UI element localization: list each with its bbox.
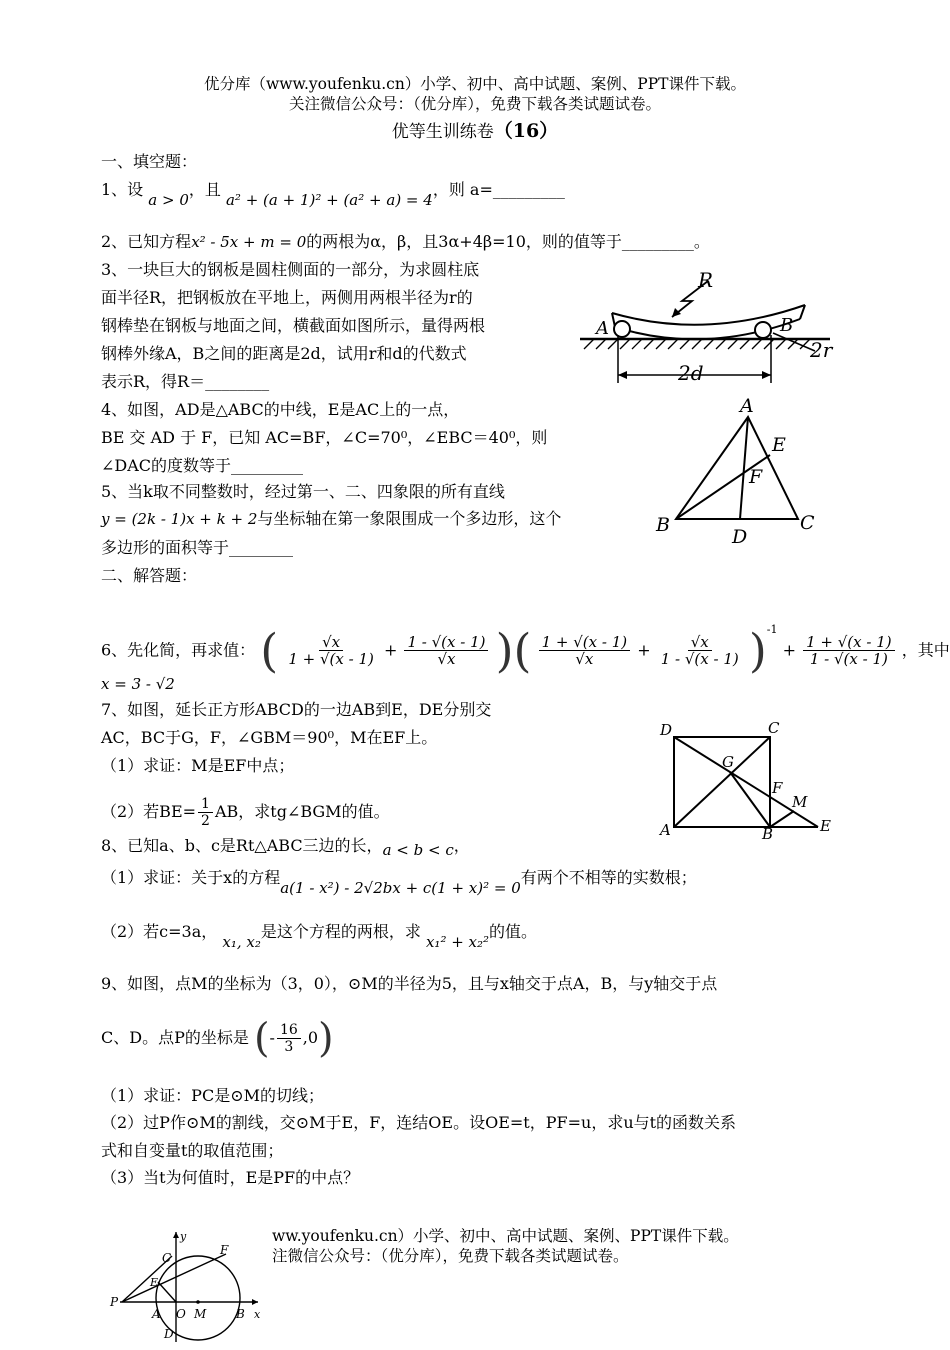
q5-line-2: y = (2k - 1)x + k + 2与坐标轴在第一象限围成一个多边形，这个 — [101, 509, 562, 528]
label-E: E — [150, 1276, 159, 1289]
q4-line-2: BE 交 AD 于 F，已知 AC=BF，∠C=70⁰，∠EBC＝40⁰，则 — [101, 428, 548, 447]
q5-equation: y = (2k - 1)x + k + 2 — [101, 510, 258, 528]
q6-term-3: $\frac{1 + √(x - 1)}{√x}$ — [539, 634, 631, 667]
q7-line-2: AC，BC于G，F，∠GBM＝90⁰，M在EF上。 — [101, 728, 438, 747]
q3-line-5: 表示R，得R＝________ — [101, 372, 270, 391]
label-A: A — [660, 821, 671, 839]
q6-term-1: $\frac{√x}{1 + √(x - 1)}$ — [288, 633, 374, 668]
label-B: B — [762, 825, 774, 840]
rod-right — [755, 322, 771, 338]
q3-line-3: 钢棒垫在钢板与地面之间，横截面如图所示，量得两根 — [101, 316, 486, 335]
label-A: A — [596, 318, 609, 339]
question-6: 6、先化简，再求值： ( $\frac{√x}{1 + √(x - 1)}$ + $\frac{1 - √(x - 1)}{√x}$ )( $\frac{1 + √(x - 1)}{√x}$ + $\frac{√x}{1 - √(x - 1)}$ )$^{-1}$ + $\frac{1 + √(x - 1)}{1 - √(x - 1)}$ ，其中 — [101, 623, 950, 678]
q3-line-1: 3、一块巨大的钢板是圆柱侧面的一部分，为求圆柱底 — [101, 260, 480, 279]
q9-line-1: 9、如图，点M的坐标为（3，0），⊙M的半径为5，且与x轴交于点A，B，与y轴交于点 — [101, 974, 718, 993]
secant-pf — [122, 1254, 226, 1302]
segment-bg — [730, 772, 770, 827]
q6-term-4: $\frac{√x}{1 - √(x - 1)}$ — [660, 633, 739, 668]
footer-line-2: 注微信公众号：（优分库），免费下载各类试题试卷。 — [272, 1247, 629, 1265]
label-D: D — [732, 526, 748, 547]
label-D: D — [164, 1327, 174, 1341]
q4-line-3: ∠DAC的度数等于_________ — [101, 456, 304, 475]
label-A: A — [740, 395, 754, 417]
label-F: F — [772, 779, 783, 797]
label-E: E — [772, 434, 786, 456]
label-A: A — [152, 1307, 161, 1321]
label-M: M — [194, 1307, 207, 1321]
page-title: 优等生训练卷（16） — [391, 120, 559, 142]
label-G: G — [722, 753, 734, 771]
segment-bm — [770, 811, 794, 827]
q9-part-2a: （2）过P作⊙M的割线，交⊙M于E，F，连结OE。设OE=t，PF=u，求u与t的函数关系 — [101, 1113, 737, 1132]
triangle-abc — [676, 417, 798, 519]
label-D: D — [660, 721, 673, 739]
label-P: P — [110, 1295, 119, 1309]
label-y: y — [180, 1230, 187, 1243]
q1-equation: a² + (a + 1)² + (a² + a) = 4 — [225, 191, 433, 209]
segment-oe — [158, 1282, 176, 1302]
q8-equation: a(1 - x²) - 2√2bx + c(1 + x)² = 0 — [280, 879, 521, 897]
question-1: 1、设 a > 0，且 a² + (a + 1)² + (a² + a) = 4，则 a=_________ — [101, 180, 565, 209]
label-C: C — [162, 1251, 172, 1265]
label-x: x — [254, 1308, 261, 1321]
q9-figure — [108, 1228, 268, 1346]
q6-term-2: $\frac{1 - √(x - 1)}{√x}$ — [404, 634, 488, 667]
q7-line-1: 7、如图，延长正方形ABCD的一边AB到E，DE分别交 — [101, 700, 492, 719]
label-B: B — [656, 514, 670, 536]
q8-part-2: （2）若c=3a， x₁, x₂是这个方程的两根，求 x₁² + x₂²的值。 — [101, 922, 538, 951]
q9-part-3: （3）当t为何值时，E是PF的中点？ — [101, 1168, 360, 1187]
label-B: B — [236, 1307, 245, 1321]
q5-line-3: 多边形的面积等于________ — [101, 538, 294, 557]
q3-line-2: 面半径R，把钢板放在平地上，两侧用两根半径为r的 — [101, 288, 473, 307]
q4-figure — [650, 395, 830, 547]
label-C: C — [800, 512, 815, 534]
label-O: O — [176, 1307, 186, 1321]
q9-line-2: C、D。点P的坐标是 (- $\frac{16}{3}$ ,0) — [101, 1015, 334, 1062]
q1-condition: a > 0 — [148, 191, 189, 209]
q2-equation: x² - 5x + m = 0 — [191, 233, 307, 251]
label-M: M — [792, 793, 808, 811]
header-line-2: 关注微信公众号：（优分库），免费下载各类试题试卷。 — [288, 95, 661, 113]
q7-figure — [650, 715, 835, 840]
q3-line-4: 钢棒外缘A，B之间的距离是2d，试用r和d的代数式 — [101, 344, 467, 363]
rod-left — [614, 321, 630, 337]
q6-x-value: x = 3 - √2 — [101, 675, 175, 693]
q8-sum-squares: x₁² + x₂² — [425, 933, 490, 951]
footer-line-1: ww.youfenku.cn）小学、初中、高中试题、案例、PPT课件下载。 — [272, 1227, 739, 1245]
segment-de — [674, 737, 818, 827]
label-2d: 2d — [678, 361, 704, 385]
question-2: 2、已知方程x² - 5x + m = 0的两根为α，β，且3α+4β=10，则的值等于_________。 — [101, 232, 710, 251]
label-B: B — [780, 315, 794, 336]
section-solve-title: 二、解答题： — [101, 566, 198, 585]
label-2r: 2r — [810, 338, 833, 362]
label-R: R — [698, 268, 714, 292]
q5-line-1: 5、当k取不同整数时，经过第一、二、四象限的所有直线 — [101, 482, 505, 501]
median-ad — [740, 417, 748, 519]
q6-term-5: $\frac{1 + √(x - 1)}{1 - √(x - 1)}$ — [803, 634, 895, 667]
q8-line-1: 8、已知a、b、c是Rt△ABC三边的长，a < b < c， — [101, 836, 470, 859]
q7-part-2: （2）若BE= $\frac{1}{2}$ AB，求tg∠BGM的值。 — [101, 796, 390, 829]
section-fill-title: 一、填空题： — [101, 152, 198, 171]
q7-part-1: （1）求证：M是EF中点； — [101, 756, 295, 775]
q8-condition: a < b < c — [382, 841, 454, 859]
diagonal-ac — [674, 737, 770, 827]
label-E: E — [820, 817, 831, 835]
q3-figure — [560, 265, 845, 390]
label-F: F — [220, 1243, 229, 1257]
q9-part-1: （1）求证：PC是⊙M的切线； — [101, 1086, 324, 1105]
label-C: C — [768, 719, 780, 737]
q8-part-1: （1）求证：关于x的方程a(1 - x²) - 2√2bx + c(1 + x)² = 0有两个不相等的实数根； — [101, 868, 697, 897]
q4-line-1: 4、如图，AD是△ABC的中线，E是AC上的一点， — [101, 400, 460, 419]
q8-roots: x₁, x₂ — [222, 933, 261, 951]
label-F: F — [749, 466, 763, 488]
q9-part-2b: 式和自变量t的取值范围； — [101, 1141, 284, 1160]
header-line-1: 优分库（www.youfenku.cn）小学、初中、高中试题、案例、PPT课件下载。 — [203, 75, 747, 93]
